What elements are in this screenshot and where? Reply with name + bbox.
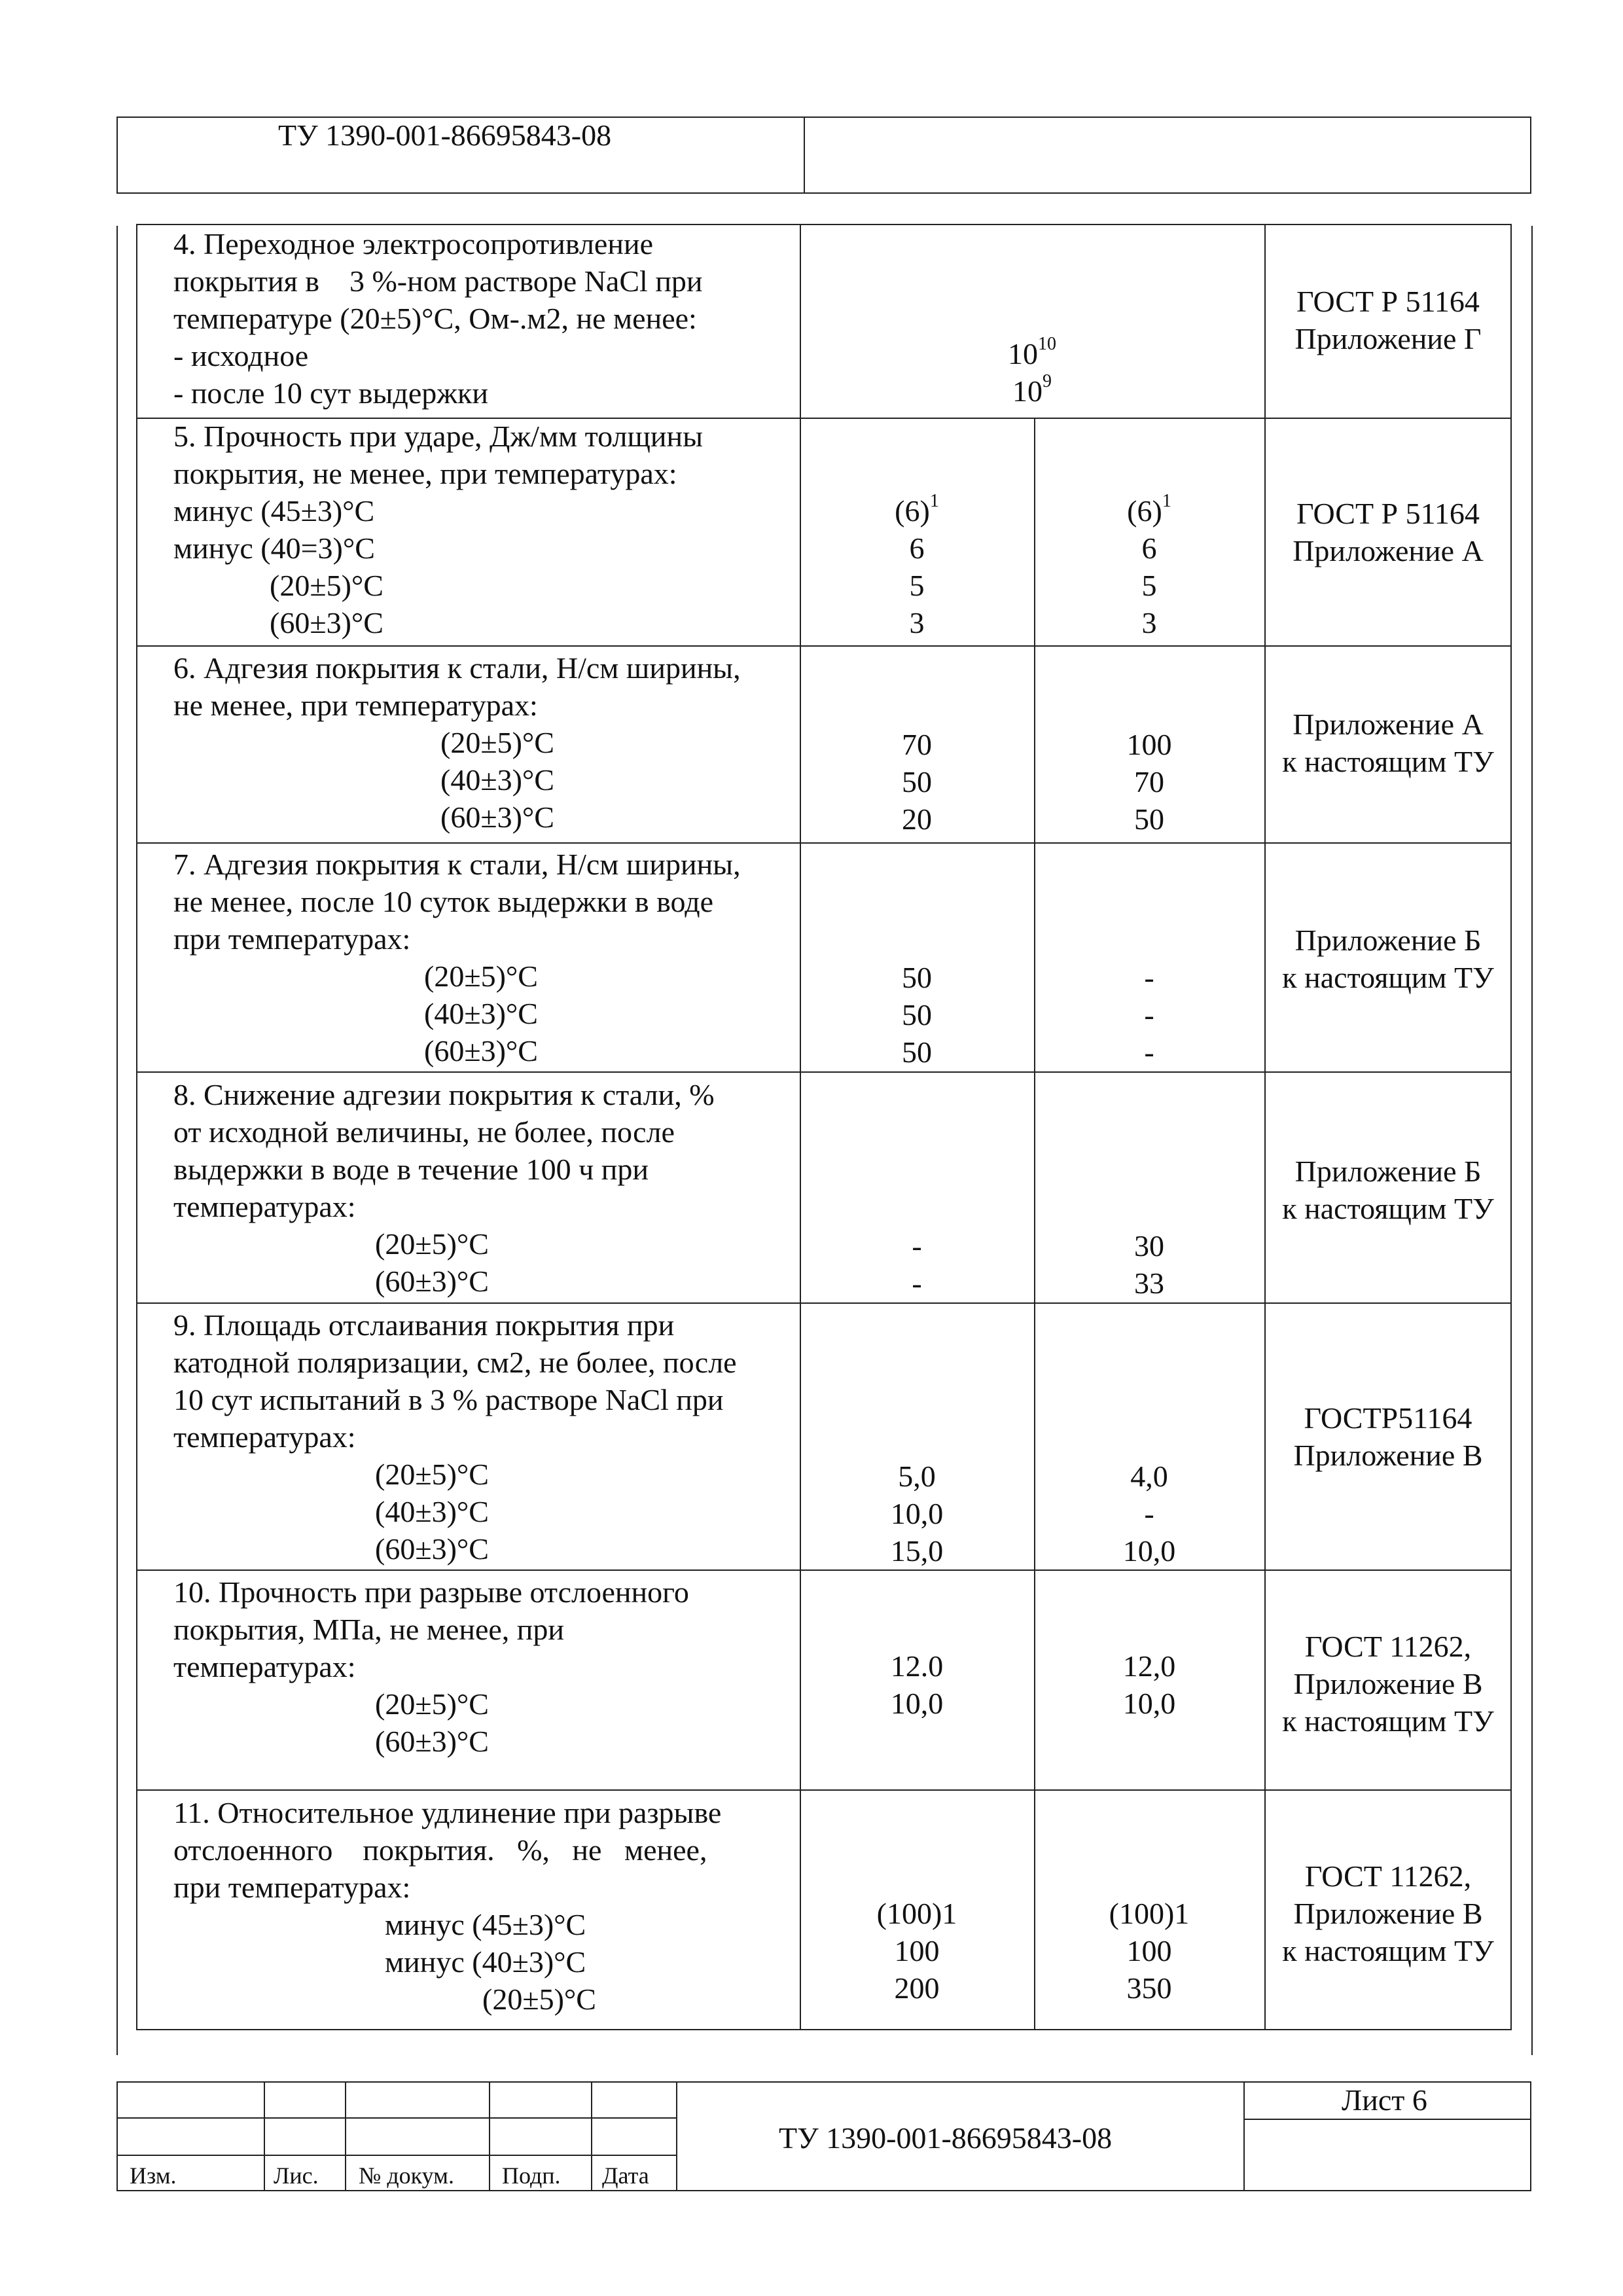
row-7-desc-line: при температурах: [173, 922, 411, 956]
row-11-method: ГОСТ 11262, [1304, 1859, 1472, 1893]
row-11-desc-line: минус (45±3)°С [385, 1908, 586, 1941]
row-9-desc-line: температурах: [173, 1420, 356, 1454]
row-5-desc-line: минус (40=3)°С [173, 531, 375, 565]
row-8-method: Приложение Б [1294, 1155, 1482, 1188]
row-6-desc-line: (60±3)°С [440, 800, 554, 834]
row-8-desc-line: (60±3)°С [375, 1265, 489, 1298]
row-5-desc-line: 5. Прочность при ударе, Дж/мм толщины [173, 420, 704, 453]
row-divider [136, 1789, 1512, 1791]
row-6-desc-line: (40±3)°С [440, 763, 554, 797]
row-10-col2-value: 12,0 [1122, 1649, 1176, 1683]
row-5-col1-value: 5 [909, 569, 925, 602]
table-col-divider-2 [1034, 418, 1035, 2030]
title-block-label-dokum: № докум. [359, 2162, 454, 2189]
row-10-method: ГОСТ 11262, [1304, 1630, 1472, 1663]
row-4-desc-line: температуре (20±5)°С, Ом-.м2, не менее: [173, 302, 697, 335]
row-5-col1-value: 6 [909, 531, 925, 565]
row-10-col1-value: 12.0 [890, 1649, 944, 1683]
row-6-desc-line: не менее, при температурах: [173, 689, 538, 722]
row-11-col1-value: (100)1 [876, 1897, 957, 1930]
row-9-desc-line: 9. Площадь отслаивания покрытия при [173, 1308, 675, 1342]
title-block-row [116, 2117, 676, 2119]
row-7-col1-value: 50 [902, 961, 932, 994]
sheet-number: Лист 6 [1342, 2083, 1427, 2117]
row-11-col2-value: (100)1 [1109, 1897, 1190, 1930]
title-block-label-lis: Лис. [274, 2162, 319, 2189]
row-5-col2-value: 3 [1141, 606, 1157, 639]
row-4-desc-line: покрытия в 3 %-ном растворе NaCl при [173, 264, 703, 298]
row-7-desc-line: 7. Адгезия покрытия к стали, Н/см ширины, [173, 848, 741, 881]
row-11-method: Приложение В [1293, 1897, 1483, 1930]
title-block-col [264, 2081, 265, 2191]
row-4-desc-line: - после 10 сут выдержки [173, 376, 488, 410]
row-8-desc-line: выдержки в воде в течение 100 ч при [173, 1153, 649, 1186]
row-7-col2-value: - [1144, 998, 1154, 1031]
title-block-row [1243, 2119, 1531, 2120]
row-10-col2-value: 10,0 [1122, 1687, 1176, 1720]
row-9-desc-line: (60±3)°С [375, 1532, 489, 1566]
row-7-method: Приложение Б [1294, 924, 1482, 957]
row-6-col2-value: 70 [1134, 765, 1164, 798]
row-11-desc-line: 11. Относительное удлинение при разрыве [173, 1796, 722, 1829]
row-7-col2-value: - [1144, 961, 1154, 994]
row-11-col2-value: 350 [1126, 1971, 1172, 2005]
row-9-method: Приложение В [1293, 1439, 1483, 1472]
row-6-desc-line: 6. Адгезия покрытия к стали, Н/см ширины, [173, 651, 741, 685]
row-7-desc-line: (40±3)°С [424, 997, 538, 1030]
row-4-method: Приложение Г [1294, 322, 1482, 355]
row-7-method: к настоящим ТУ [1282, 961, 1494, 994]
row-9-col2-value: - [1144, 1497, 1154, 1530]
row-9-method: ГОСТР51164 [1304, 1401, 1472, 1435]
title-block-col [676, 2081, 677, 2191]
row-10-desc-line: 10. Прочность при разрыве отслоенного [173, 1575, 689, 1609]
row-4-method: ГОСТ Р 51164 [1296, 285, 1480, 318]
row-7-desc-line: не менее, после 10 суток выдержки в воде [173, 885, 714, 918]
title-block-label-izm: Изм. [130, 2162, 177, 2189]
row-8-desc-line: 8. Снижение адгезии покрытия к стали, % [173, 1078, 715, 1111]
row-11-col1-value: 200 [894, 1971, 940, 2005]
row-10-desc-line: покрытия, МПа, не менее, при [173, 1613, 565, 1646]
header-doc-code: ТУ 1390-001-86695843-08 [278, 118, 612, 152]
row-10-method: Приложение В [1293, 1667, 1483, 1700]
title-block-label-podp: Подп. [502, 2162, 561, 2189]
title-block-doc-code: ТУ 1390-001-86695843-08 [779, 2121, 1113, 2155]
row-5-col1-value: $(6)^1$ [895, 490, 939, 528]
row-7-desc-line: (60±3)°С [424, 1034, 538, 1067]
row-4-desc-line: 4. Переходное электросопротивление [173, 227, 653, 260]
row-8-col2-value: 30 [1134, 1229, 1164, 1263]
row-10-desc-line: температурах: [173, 1650, 356, 1683]
row-4-desc-line: - исходное [173, 339, 309, 372]
row-9-col2-value: 10,0 [1122, 1534, 1176, 1568]
frame-right [1531, 226, 1533, 2055]
row-6-col1-value: 70 [902, 728, 932, 761]
row-6-col2-value: 100 [1126, 728, 1172, 761]
row-9-col1-value: 15,0 [890, 1534, 944, 1568]
row-9-col2-value: 4,0 [1130, 1460, 1168, 1493]
row-9-col1-value: 10,0 [890, 1497, 944, 1530]
row-11-col1-value: 100 [894, 1934, 940, 1967]
row-4-value: $10^9$ [1012, 370, 1052, 408]
row-8-desc-line: от исходной величины, не более, после [173, 1115, 675, 1149]
row-9-desc-line: (20±5)°С [375, 1458, 489, 1491]
row-6-desc-line: (20±5)°С [440, 726, 554, 759]
row-10-method: к настоящим ТУ [1282, 1704, 1494, 1738]
row-4-value: $10^{10}$ [1008, 333, 1056, 370]
title-block-col [345, 2081, 346, 2191]
row-8-col1-value: - [912, 1229, 922, 1263]
row-8-col2-value: 33 [1134, 1266, 1164, 1300]
row-5-col2-value: 6 [1141, 531, 1157, 565]
row-6-col2-value: 50 [1134, 802, 1164, 836]
row-5-desc-line: (20±5)°С [270, 569, 383, 602]
row-8-method: к настоящим ТУ [1282, 1192, 1494, 1225]
title-block-col [1243, 2081, 1245, 2191]
row-5-desc-line: минус (45±3)°С [173, 494, 375, 528]
row-5-col1-value: 3 [909, 606, 925, 639]
row-11-method: к настоящим ТУ [1282, 1934, 1494, 1967]
title-block-col [591, 2081, 592, 2191]
row-8-col1-value: - [912, 1266, 922, 1300]
row-7-col1-value: 50 [902, 1035, 932, 1069]
row-11-desc-line: (20±5)°С [482, 1982, 596, 2016]
row-5-method: Приложение А [1293, 534, 1484, 567]
row-7-desc-line: (20±5)°С [424, 960, 538, 993]
row-10-col1-value: 10,0 [890, 1687, 944, 1720]
row-divider [136, 1302, 1512, 1304]
row-10-desc-line: (60±3)°С [375, 1725, 489, 1758]
row-11-desc-line: минус (40±3)°С [385, 1945, 586, 1979]
frame-left [116, 226, 118, 2055]
title-block-row [116, 2155, 676, 2156]
row-5-desc-line: покрытия, не менее, при температурах: [173, 457, 677, 490]
row-11-desc-line: отслоенного покрытия. %, не менее, [173, 1833, 707, 1867]
row-6-method: к настоящим ТУ [1282, 745, 1494, 778]
row-9-desc-line: катодной поляризации, см2, не более, после [173, 1346, 737, 1379]
row-9-desc-line: (40±3)°С [375, 1495, 489, 1528]
row-7-col2-value: - [1144, 1035, 1154, 1069]
row-9-col1-value: 5,0 [898, 1460, 936, 1493]
row-10-desc-line: (20±5)°С [375, 1687, 489, 1721]
row-divider [136, 1570, 1512, 1571]
row-8-desc-line: (20±5)°С [375, 1227, 489, 1261]
row-divider [136, 645, 1512, 647]
row-5-col2-value: 5 [1141, 569, 1157, 602]
row-8-desc-line: температурах: [173, 1190, 356, 1223]
title-block-label-data: Дата [602, 2162, 649, 2189]
row-5-desc-line: (60±3)°С [270, 606, 383, 639]
row-9-desc-line: 10 сут испытаний в 3 % растворе NaCl при [173, 1383, 724, 1416]
row-11-col2-value: 100 [1126, 1934, 1172, 1967]
title-block-col [489, 2081, 490, 2191]
row-divider [136, 842, 1512, 844]
row-6-method: Приложение А [1293, 708, 1484, 741]
row-5-method: ГОСТ Р 51164 [1296, 497, 1480, 530]
row-6-col1-value: 50 [902, 765, 932, 798]
row-11-desc-line: при температурах: [173, 1871, 411, 1904]
header-divider [804, 117, 805, 194]
row-divider [136, 1071, 1512, 1073]
row-6-col1-value: 20 [902, 802, 932, 836]
row-5-col2-value: $(6)^1$ [1127, 490, 1171, 528]
row-7-col1-value: 50 [902, 998, 932, 1031]
